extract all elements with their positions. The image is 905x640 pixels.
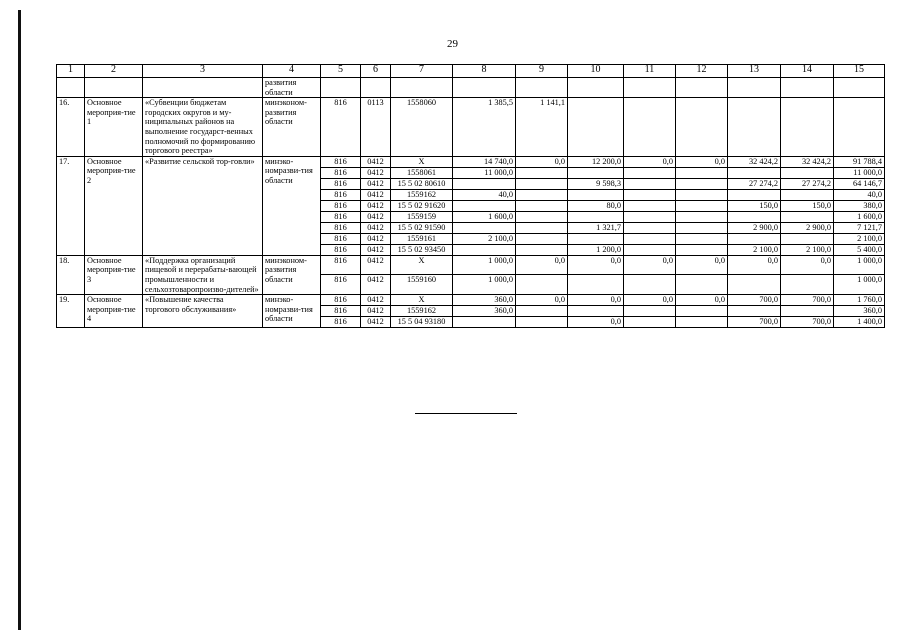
empty-cell bbox=[781, 78, 834, 98]
value-cell-col9 bbox=[516, 178, 568, 189]
value-cell-col10: 0,0 bbox=[568, 317, 624, 328]
value-cell-col7: 1559162 bbox=[391, 306, 453, 317]
value-cell-col7: 15 5 02 91590 bbox=[391, 222, 453, 233]
row-type: Основное мероприя-тие 1 bbox=[85, 98, 143, 157]
value-cell-col8: 360,0 bbox=[453, 295, 516, 306]
column-number-3: 3 bbox=[143, 65, 263, 78]
value-cell-col9 bbox=[516, 275, 568, 295]
value-cell-col11: 0,0 bbox=[624, 255, 676, 275]
value-cell-col7: X bbox=[391, 156, 453, 167]
value-cell-col8: 1 600,0 bbox=[453, 211, 516, 222]
value-cell-col6: 0412 bbox=[361, 178, 391, 189]
value-cell-col7: X bbox=[391, 295, 453, 306]
value-cell-col7: 15 5 04 93180 bbox=[391, 317, 453, 328]
value-cell-col11: 0,0 bbox=[624, 295, 676, 306]
continuation-row bbox=[57, 78, 885, 98]
value-cell-col13: 150,0 bbox=[728, 200, 781, 211]
value-cell-col8: 360,0 bbox=[453, 306, 516, 317]
value-cell-col13: 32 424,2 bbox=[728, 156, 781, 167]
value-cell-col12 bbox=[676, 167, 728, 178]
row-type: Основное мероприя-тие 2 bbox=[85, 156, 143, 255]
row-name: «Субвенции бюджетам городских округов и му-ниципальных районов на выполнение государст-венных полномочий по формированию торгового реестра» bbox=[143, 98, 263, 157]
column-number-6: 6 bbox=[361, 65, 391, 78]
value-cell-col6: 0412 bbox=[361, 244, 391, 255]
value-cell-col10 bbox=[568, 167, 624, 178]
table-row bbox=[57, 295, 885, 306]
value-cell-col9 bbox=[516, 200, 568, 211]
column-number-9: 9 bbox=[516, 65, 568, 78]
value-cell-col6: 0412 bbox=[361, 295, 391, 306]
value-cell-col8: 1 385,5 bbox=[453, 98, 516, 157]
value-cell-col5: 816 bbox=[321, 211, 361, 222]
value-cell-col15: 1 600,0 bbox=[834, 211, 885, 222]
value-cell-col9: 0,0 bbox=[516, 295, 568, 306]
value-cell-col11: 0,0 bbox=[624, 156, 676, 167]
value-cell-col15: 7 121,7 bbox=[834, 222, 885, 233]
value-cell-col9 bbox=[516, 233, 568, 244]
empty-cell bbox=[676, 78, 728, 98]
column-number-15: 15 bbox=[834, 65, 885, 78]
column-number-13: 13 bbox=[728, 65, 781, 78]
value-cell-col7: 1559161 bbox=[391, 233, 453, 244]
value-cell-col13: 700,0 bbox=[728, 295, 781, 306]
value-cell-col11 bbox=[624, 200, 676, 211]
footer-rule bbox=[415, 413, 517, 414]
value-cell-col12: 0,0 bbox=[676, 295, 728, 306]
value-cell-col5: 816 bbox=[321, 295, 361, 306]
value-cell-col11 bbox=[624, 98, 676, 157]
row-agency: минэко-номразви-тия области bbox=[263, 156, 321, 255]
value-cell-col10: 9 598,3 bbox=[568, 178, 624, 189]
value-cell-col13: 2 100,0 bbox=[728, 244, 781, 255]
row-type: Основное мероприя-тие 4 bbox=[85, 295, 143, 328]
value-cell-col14: 27 274,2 bbox=[781, 178, 834, 189]
value-cell-col10: 0,0 bbox=[568, 295, 624, 306]
empty-cell bbox=[85, 78, 143, 98]
row-agency: минэко-номразви-тия области bbox=[263, 295, 321, 328]
value-cell-col5: 816 bbox=[321, 317, 361, 328]
value-cell-col14: 32 424,2 bbox=[781, 156, 834, 167]
continued-agency-cell: развития области bbox=[263, 78, 321, 98]
value-cell-col5: 816 bbox=[321, 255, 361, 275]
value-cell-col12 bbox=[676, 317, 728, 328]
empty-cell bbox=[391, 78, 453, 98]
row-agency: минэконом-развития области bbox=[263, 98, 321, 157]
value-cell-col12 bbox=[676, 222, 728, 233]
value-cell-col9 bbox=[516, 167, 568, 178]
value-cell-col8: 11 000,0 bbox=[453, 167, 516, 178]
value-cell-col7: 1558061 bbox=[391, 167, 453, 178]
column-number-1: 1 bbox=[57, 65, 85, 78]
table-row bbox=[57, 255, 885, 275]
value-cell-col5: 816 bbox=[321, 178, 361, 189]
value-cell-col6: 0412 bbox=[361, 255, 391, 275]
value-cell-col6: 0412 bbox=[361, 275, 391, 295]
value-cell-col7: 15 5 02 91620 bbox=[391, 200, 453, 211]
value-cell-col11 bbox=[624, 167, 676, 178]
value-cell-col10: 0,0 bbox=[568, 255, 624, 275]
value-cell-col11 bbox=[624, 306, 676, 317]
value-cell-col12 bbox=[676, 189, 728, 200]
value-cell-col8: 1 000,0 bbox=[453, 255, 516, 275]
value-cell-col10: 80,0 bbox=[568, 200, 624, 211]
value-cell-col6: 0412 bbox=[361, 156, 391, 167]
value-cell-col5: 816 bbox=[321, 244, 361, 255]
value-cell-col5: 816 bbox=[321, 98, 361, 157]
column-number-12: 12 bbox=[676, 65, 728, 78]
value-cell-col9 bbox=[516, 317, 568, 328]
value-cell-col7: 1559159 bbox=[391, 211, 453, 222]
value-cell-col8 bbox=[453, 317, 516, 328]
value-cell-col5: 816 bbox=[321, 167, 361, 178]
value-cell-col8 bbox=[453, 178, 516, 189]
value-cell-col7: X bbox=[391, 255, 453, 275]
table-row bbox=[57, 156, 885, 167]
page-binding-edge bbox=[18, 10, 21, 630]
value-cell-col14: 0,0 bbox=[781, 255, 834, 275]
column-number-14: 14 bbox=[781, 65, 834, 78]
value-cell-col9 bbox=[516, 306, 568, 317]
value-cell-col13 bbox=[728, 189, 781, 200]
value-cell-col15: 11 000,0 bbox=[834, 167, 885, 178]
value-cell-col7: 1559162 bbox=[391, 189, 453, 200]
value-cell-col13 bbox=[728, 306, 781, 317]
budget-table bbox=[56, 64, 885, 328]
column-number-4: 4 bbox=[263, 65, 321, 78]
row-name: «Повышение качества торгового обслуживания» bbox=[143, 295, 263, 328]
row-number: 19. bbox=[57, 295, 85, 328]
value-cell-col15: 1 000,0 bbox=[834, 255, 885, 275]
value-cell-col14 bbox=[781, 233, 834, 244]
value-cell-col7: 15 5 02 93450 bbox=[391, 244, 453, 255]
value-cell-col8 bbox=[453, 200, 516, 211]
value-cell-col7: 15 5 02 80610 bbox=[391, 178, 453, 189]
value-cell-col13 bbox=[728, 98, 781, 157]
value-cell-col10 bbox=[568, 189, 624, 200]
column-number-8: 8 bbox=[453, 65, 516, 78]
value-cell-col11 bbox=[624, 222, 676, 233]
row-agency: минэконом-развития области bbox=[263, 255, 321, 294]
value-cell-col13 bbox=[728, 211, 781, 222]
value-cell-col14: 150,0 bbox=[781, 200, 834, 211]
value-cell-col6: 0412 bbox=[361, 189, 391, 200]
value-cell-col8: 40,0 bbox=[453, 189, 516, 200]
value-cell-col10 bbox=[568, 211, 624, 222]
value-cell-col6: 0412 bbox=[361, 233, 391, 244]
value-cell-col15: 40,0 bbox=[834, 189, 885, 200]
value-cell-col11 bbox=[624, 275, 676, 295]
value-cell-col15: 380,0 bbox=[834, 200, 885, 211]
empty-cell bbox=[453, 78, 516, 98]
value-cell-col12 bbox=[676, 211, 728, 222]
value-cell-col14 bbox=[781, 211, 834, 222]
value-cell-col11 bbox=[624, 178, 676, 189]
value-cell-col15: 360,0 bbox=[834, 306, 885, 317]
value-cell-col9: 0,0 bbox=[516, 156, 568, 167]
column-number-10: 10 bbox=[568, 65, 624, 78]
value-cell-col12: 0,0 bbox=[676, 255, 728, 275]
value-cell-col5: 816 bbox=[321, 222, 361, 233]
value-cell-col6: 0412 bbox=[361, 306, 391, 317]
value-cell-col6: 0412 bbox=[361, 222, 391, 233]
value-cell-col5: 816 bbox=[321, 200, 361, 211]
column-number-2: 2 bbox=[85, 65, 143, 78]
value-cell-col10: 1 200,0 bbox=[568, 244, 624, 255]
value-cell-col12 bbox=[676, 306, 728, 317]
value-cell-col12 bbox=[676, 200, 728, 211]
value-cell-col13: 0,0 bbox=[728, 255, 781, 275]
value-cell-col15: 1 760,0 bbox=[834, 295, 885, 306]
empty-cell bbox=[143, 78, 263, 98]
row-number: 16. bbox=[57, 98, 85, 157]
value-cell-col11 bbox=[624, 233, 676, 244]
value-cell-col6: 0412 bbox=[361, 200, 391, 211]
column-number-5: 5 bbox=[321, 65, 361, 78]
row-number: 18. bbox=[57, 255, 85, 294]
value-cell-col12 bbox=[676, 275, 728, 295]
value-cell-col11 bbox=[624, 244, 676, 255]
value-cell-col10: 1 321,7 bbox=[568, 222, 624, 233]
column-number-11: 11 bbox=[624, 65, 676, 78]
empty-cell bbox=[361, 78, 391, 98]
value-cell-col9 bbox=[516, 244, 568, 255]
row-number: 17. bbox=[57, 156, 85, 255]
value-cell-col15: 91 788,4 bbox=[834, 156, 885, 167]
value-cell-col10 bbox=[568, 275, 624, 295]
value-cell-col15: 1 000,0 bbox=[834, 275, 885, 295]
value-cell-col14 bbox=[781, 98, 834, 157]
value-cell-col5: 816 bbox=[321, 275, 361, 295]
value-cell-col13: 27 274,2 bbox=[728, 178, 781, 189]
empty-cell bbox=[321, 78, 361, 98]
value-cell-col14 bbox=[781, 275, 834, 295]
value-cell-col6: 0412 bbox=[361, 317, 391, 328]
row-type: Основное мероприя-тие 3 bbox=[85, 255, 143, 294]
value-cell-col15: 64 146,7 bbox=[834, 178, 885, 189]
value-cell-col10: 12 200,0 bbox=[568, 156, 624, 167]
value-cell-col12 bbox=[676, 233, 728, 244]
empty-cell bbox=[568, 78, 624, 98]
value-cell-col11 bbox=[624, 189, 676, 200]
value-cell-col13: 700,0 bbox=[728, 317, 781, 328]
value-cell-col5: 816 bbox=[321, 306, 361, 317]
value-cell-col12 bbox=[676, 178, 728, 189]
value-cell-col8: 14 740,0 bbox=[453, 156, 516, 167]
header-row bbox=[57, 65, 885, 78]
value-cell-col10 bbox=[568, 98, 624, 157]
value-cell-col14: 2 100,0 bbox=[781, 244, 834, 255]
value-cell-col13 bbox=[728, 275, 781, 295]
value-cell-col10 bbox=[568, 306, 624, 317]
value-cell-col9: 0,0 bbox=[516, 255, 568, 275]
row-name: «Развитие сельской тор-говли» bbox=[143, 156, 263, 255]
value-cell-col5: 816 bbox=[321, 156, 361, 167]
empty-cell bbox=[834, 78, 885, 98]
value-cell-col7: 1558060 bbox=[391, 98, 453, 157]
empty-cell bbox=[728, 78, 781, 98]
value-cell-col8: 2 100,0 bbox=[453, 233, 516, 244]
value-cell-col11 bbox=[624, 317, 676, 328]
page-number: 29 bbox=[447, 38, 458, 50]
value-cell-col15 bbox=[834, 98, 885, 157]
value-cell-col9 bbox=[516, 222, 568, 233]
value-cell-col8: 1 000,0 bbox=[453, 275, 516, 295]
empty-cell bbox=[624, 78, 676, 98]
row-name: «Поддержка организаций пищевой и перерабаты-вающей промышленности и сельхозтоваропроизво-дителей» bbox=[143, 255, 263, 294]
value-cell-col9: 1 141,1 bbox=[516, 98, 568, 157]
value-cell-col9 bbox=[516, 211, 568, 222]
value-cell-col14 bbox=[781, 306, 834, 317]
value-cell-col6: 0412 bbox=[361, 211, 391, 222]
value-cell-col15: 1 400,0 bbox=[834, 317, 885, 328]
column-number-7: 7 bbox=[391, 65, 453, 78]
value-cell-col6: 0113 bbox=[361, 98, 391, 157]
value-cell-col14 bbox=[781, 167, 834, 178]
value-cell-col6: 0412 bbox=[361, 167, 391, 178]
value-cell-col14: 2 900,0 bbox=[781, 222, 834, 233]
value-cell-col14: 700,0 bbox=[781, 317, 834, 328]
value-cell-col15: 2 100,0 bbox=[834, 233, 885, 244]
value-cell-col11 bbox=[624, 211, 676, 222]
value-cell-col13 bbox=[728, 233, 781, 244]
value-cell-col13 bbox=[728, 167, 781, 178]
value-cell-col10 bbox=[568, 233, 624, 244]
value-cell-col12 bbox=[676, 244, 728, 255]
value-cell-col9 bbox=[516, 189, 568, 200]
value-cell-col5: 816 bbox=[321, 189, 361, 200]
value-cell-col13: 2 900,0 bbox=[728, 222, 781, 233]
value-cell-col12: 0,0 bbox=[676, 156, 728, 167]
empty-cell bbox=[516, 78, 568, 98]
value-cell-col7: 1559160 bbox=[391, 275, 453, 295]
table-row bbox=[57, 98, 885, 157]
value-cell-col12 bbox=[676, 98, 728, 157]
value-cell-col15: 5 400,0 bbox=[834, 244, 885, 255]
value-cell-col5: 816 bbox=[321, 233, 361, 244]
value-cell-col14: 700,0 bbox=[781, 295, 834, 306]
empty-cell bbox=[57, 78, 85, 98]
value-cell-col8 bbox=[453, 244, 516, 255]
value-cell-col8 bbox=[453, 222, 516, 233]
value-cell-col14 bbox=[781, 189, 834, 200]
